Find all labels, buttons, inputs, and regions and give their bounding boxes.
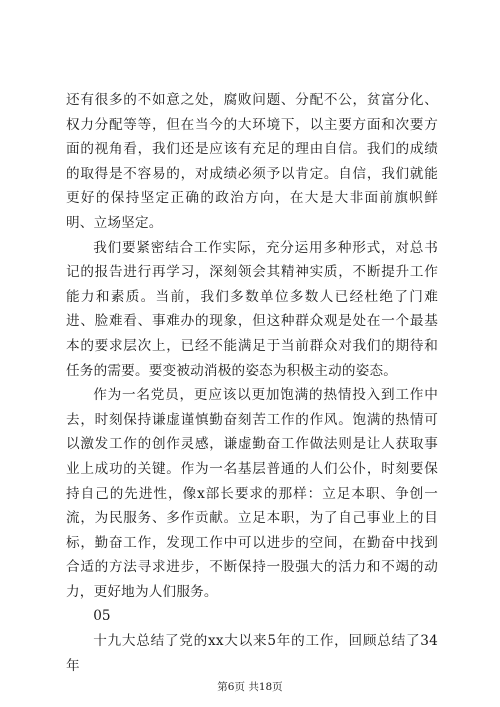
paragraph-2: 我们要紧密结合工作实际，充分运用多种形式，对总书记的报告进行再学习，深刻领会其精神实质，不断提升工作能力和素质。当前，我们多数单位多数人已经杜绝了门难进、脸难看、事难办的现象，但这种群众观是处在一个最基本的要求层次上，已经不能满足于当前群众对我们的期待和任务的需要。要变被动消极的姿态为积极主动的姿态。 — [66, 239, 438, 379]
section-number: 05 — [93, 608, 111, 625]
paragraph-3: 作为一名党员，更应该以更加饱满的热情投入到工作中去，时刻保持谦虚谨慎勤奋刻苦工作的作风。饱满的热情可以激发工作的创作灵感，谦虚勤奋工作做法则是让人获取事业上成功的关键。作为一名基层普通的人们公仆，时刻要保持自己的先进性，像x部长要求的那样：立足本职、争创一流，为民服务、多作贡献。立足本职，为了自己事业上的目标，勤奋工作，发现工作中可以进步的空间，在勤奋中找到合适的方法寻求进步，不断保持一股强大的活力和不竭的动力，更好地为人们服务。 — [66, 387, 438, 600]
page-footer: 第6页 共18页 — [217, 681, 283, 693]
document-body — [66, 88, 438, 678]
paragraph-1: 还有很多的不如意之处，腐败问题、分配不公，贫富分化、权力分配等等，但在当今的大环境下，以主要方面和次要方面的视角看，我们还是应该有充足的理由自信。我们的成绩的取得是不容易的，对成绩必须予以肯定。自信，我们就能更好的保持坚定正确的政治方向，在大是大非面前旗帜鲜明、立场坚定。 — [66, 92, 438, 231]
paragraph-4: 十九大总结了党的xx大以来5年的工作，回顾总结了34年 — [66, 633, 438, 674]
